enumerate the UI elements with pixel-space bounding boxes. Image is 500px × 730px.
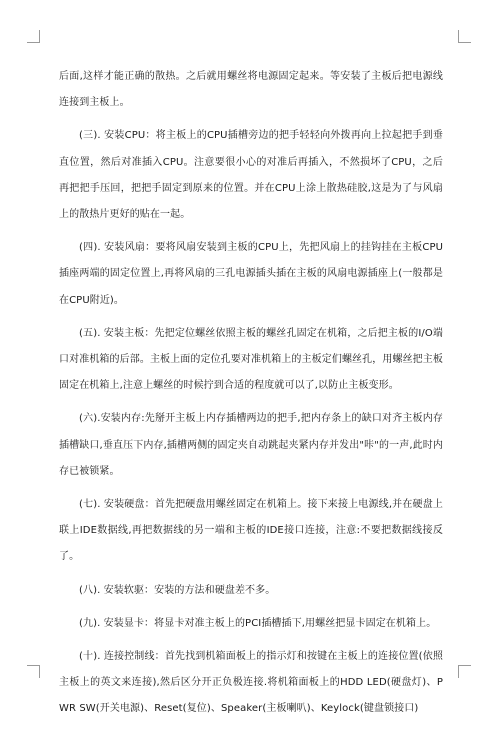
crop-mark-bottom-right xyxy=(458,665,471,678)
paragraph-install-fan: (四). 安装风扇：要将风扇安装到主板的CPU上，先把风扇上的挂钩挂在主板CPU插座两端的固定位置上,再将风扇的三孔电源插头插在主板的风扇电源插座上(一般都是在CPU附近)。 xyxy=(59,242,443,306)
paragraph-power-supply-continued: 后面,这样才能正确的散热。之后就用螺丝将电源固定起来。等安装了主板后把电源线连接到主板上。 xyxy=(59,71,443,109)
crop-mark-top-left xyxy=(27,30,40,43)
paragraph-install-cpu: (三). 安装CPU：将主板上的CPU插槽旁边的把手轻轻向外拨再向上拉起把手到垂直位置，然后对准插入CPU。注意要很小心的对准后再插入，不然损坏了CPU，之后再把把手压回，把把手固定到原来的位置。并在CPU上涂上散热硅胶,这是为了与风扇上的散热片更好的贴在一起。 xyxy=(59,130,443,221)
paragraph-install-floppy: (八). 安装软驱：安装的方法和硬盘差不多。 xyxy=(79,584,276,596)
paragraph-install-hard-disk: (七). 安装硬盘：首先把硬盘用螺丝固定在机箱上。接下来接上电源线,并在硬盘上联上IDE数据线,再把数据线的另一端和主板的IDE接口连接，注意:不要把数据线接反了。 xyxy=(59,499,443,563)
crop-mark-top-right xyxy=(458,30,471,43)
paragraph-install-motherboard: (五). 安装主板：先把定位螺丝依照主板的螺丝孔固定在机箱，之后把主板的I/O端口对准机箱的后部。主板上面的定位孔要对准机箱上的主板定们螺丝孔，用螺丝把主板固定在机箱上,注意上螺丝的时候拧到合适的程度就可以了,以防止主板变形。 xyxy=(59,327,443,392)
paragraph-install-memory: (六).安装内存:先掰开主板上内存插槽两边的把手,把内存条上的缺口对齐主板内存插槽缺口,垂直压下内存,插槽两侧的固定夹自动跳起夹紧内存并发出"咔"的一声,此时内存已被锁紧。 xyxy=(59,413,443,477)
document-body xyxy=(59,64,443,730)
crop-mark-bottom-left xyxy=(27,665,40,678)
paragraph-connect-control-cables: (十). 连接控制线：首先找到机箱面板上的指示灯和按键在主板上的连接位置(依照主板上的英文来连接),然后区分开正负极连接.将机箱面板上的HDD LED(硬盘灯)、PWR SW(开关电源)、Reset(复位)、Speaker(主板喇叭)、Keylock(键盘锁接口) xyxy=(59,651,443,715)
paragraph-install-graphics-card: (九). 安装显卡：将显卡对准主板上的PCI插槽插下,用螺丝把显卡固定在机箱上。 xyxy=(79,617,437,629)
